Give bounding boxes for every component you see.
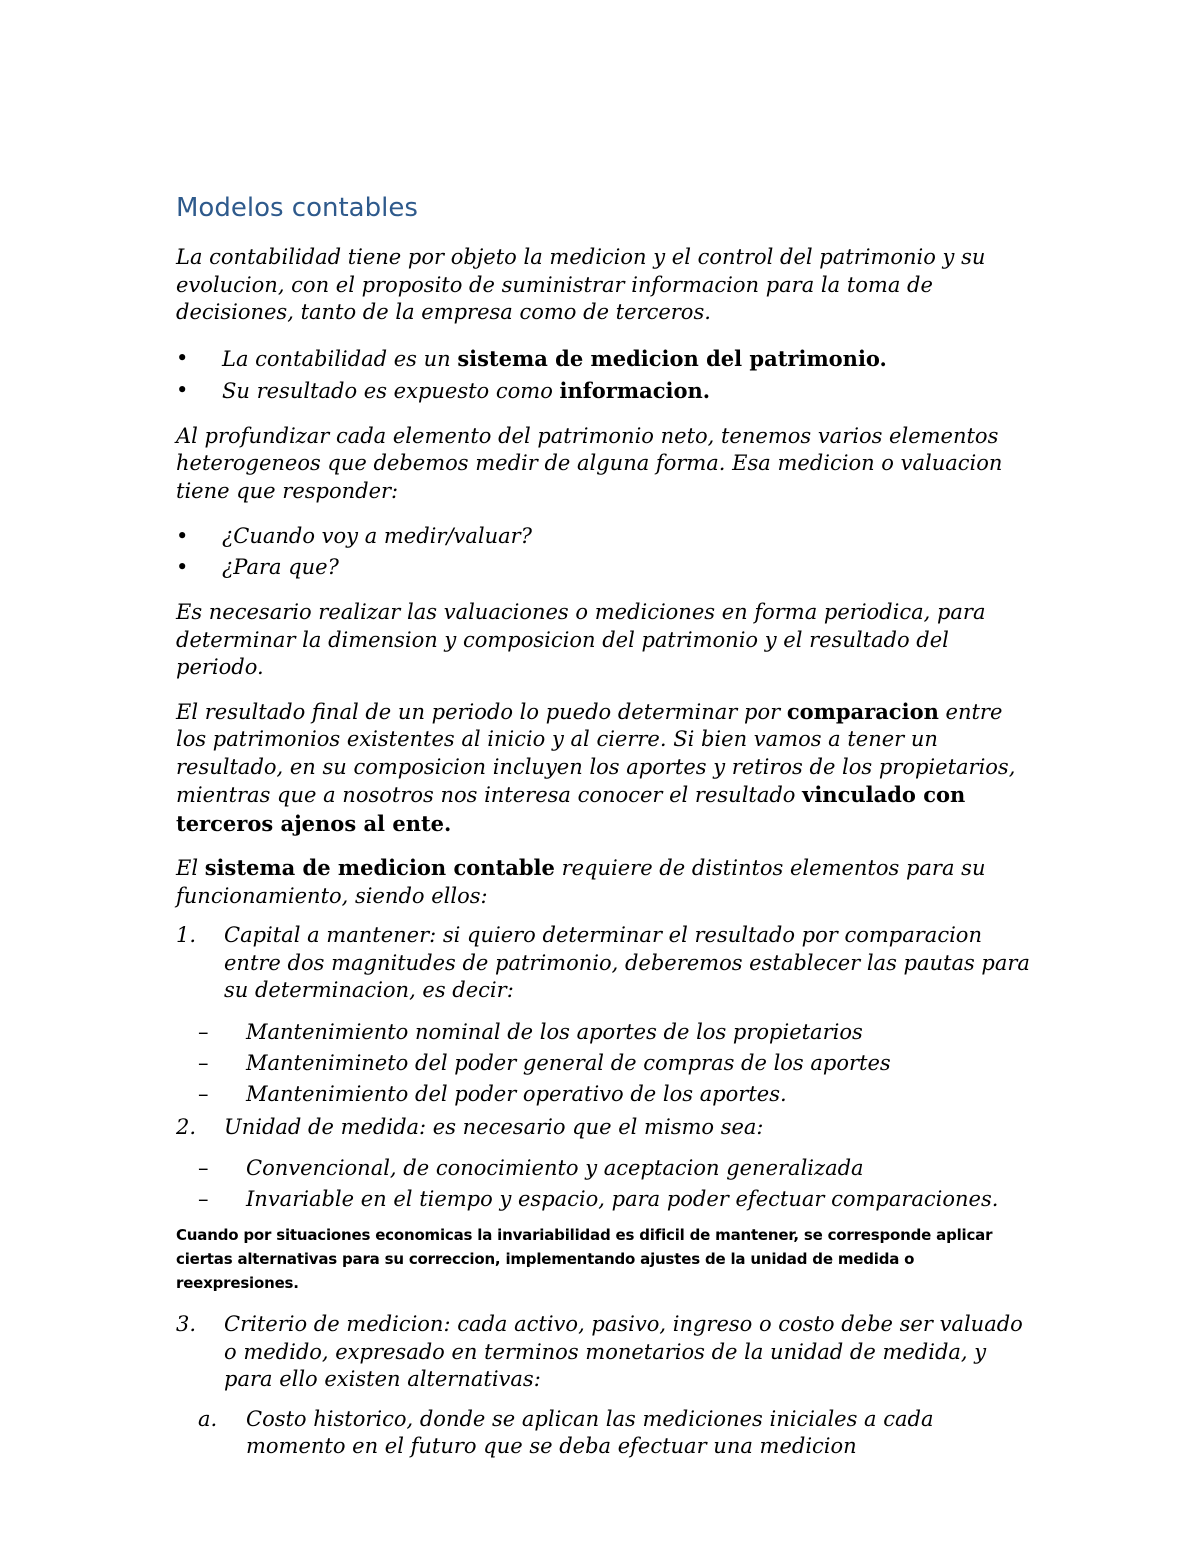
list-number: 2. [176,1114,197,1139]
dash-marker: – [198,1050,209,1075]
list-item: 1. Capital a mantener: si quiero determinar el resultado por comparacion entre dos magnitudes de patrimonio, deberemos establecer las pautas para su determinacion, es decir: – Mantenimiento nominal de los aportes de los propietarios – Mantenimineto del poder general de compras de los aportes – Mantenimiento del poder operativo de los aportes. [176,922,1036,1110]
list-item: – Mantenimiento nominal de los aportes de los propietarios [176,1017,1036,1048]
dash-marker: – [198,1019,209,1044]
dash-marker: – [198,1081,209,1106]
list-item: a. Costo historico, donde se aplican las mediciones iniciales a cada momento en el futuro que se deba efectuar una medicion [198,1406,934,1458]
list-item: • ¿Para que? [176,552,1036,583]
bullet-marker: • [176,524,189,548]
paragraph: Es necesario realizar las valuaciones o mediciones en forma periodica, para determinar la dimension y composicion del patrimonio y el resultado del periodo. [176,600,986,679]
list-item: 2. Unidad de medida: es necesario que el mismo sea: – Convencional, de conocimiento y aceptacion generalizada – Invariable en el tiempo y espacio, para poder efectuar comparaciones. [176,1114,1036,1216]
letter-marker: a. [198,1406,218,1431]
bullet-list-2 [176,521,1036,583]
list-number: 1. [176,923,197,947]
list-number: 3. [176,1312,197,1336]
bullet-marker: • [176,377,189,402]
page-title: Modelos contables [176,193,418,223]
list-item: – Mantenimineto del poder general de compras de los aportes [176,1048,1036,1079]
paragraph: El sistema de medicion contable requiere de distintos elementos para su funcionamiento, siendo ellos: [176,855,986,908]
bullet-marker: • [176,345,189,370]
sub-list [176,1017,1036,1110]
list-item: • ¿Cuando voy a medir/valuar? [176,521,1036,552]
list-item: • Su resultado es expuesto como informacion. [176,375,1036,407]
dash-marker: – [198,1187,209,1211]
bullet-list-1 [176,343,1036,407]
list-item: 3. Criterio de medicion: cada activo, pasivo, ingreso o costo debe ser valuado o medido, expresado en terminos monetarios de la unidad de medida, y para ello existen alternativas: a. Costo historico, donde se aplican las mediciones iniciales a cada momento en el futuro que se deba efectuar una medicion [176,1311,1036,1461]
note-paragraph: Cuando por situaciones economicas la invariabilidad es dificil de mantener, se corresponde aplicar ciertas alternativas para su correccion, implementando ajustes de la unidad de medida o reexpresiones. [176,1226,993,1292]
sub-list [176,1153,1036,1215]
sub-list [176,1406,1036,1461]
numbered-list-continued [176,1311,1036,1461]
document-page [176,190,1036,1473]
bullet-marker: • [176,555,189,579]
numbered-list [176,922,1036,1215]
intro-paragraph: La contabilidad tiene por objeto la medicion y el control del patrimonio y su evolucion, con el proposito de suministrar informacion para la toma de decisiones, tanto de la empresa como de terceros. [176,245,986,324]
list-item: – Convencional, de conocimiento y aceptacion generalizada [176,1153,1036,1184]
paragraph: El resultado final de un periodo lo puedo determinar por comparacion entre los patrimonios existentes al inicio y al cierre. Si bien vamos a tener un resultado, en su composicion incluyen los aportes y retiros de los propietarios, mientras que a nosotros nos interesa conocer el resultado vinculado con terceros ajenos al ente. [176,698,1016,836]
list-item: – Mantenimiento del poder operativo de los aportes. [176,1079,1036,1110]
paragraph: Al profundizar cada elemento del patrimonio neto, tenemos varios elementos heterogeneos que debemos medir de alguna forma. Esa medicion o valuacion tiene que responder: [176,423,1003,503]
list-item: • La contabilidad es un sistema de medicion del patrimonio. [176,343,1036,375]
dash-marker: – [198,1156,209,1180]
list-item: – Invariable en el tiempo y espacio, para poder efectuar comparaciones. [176,1184,1036,1215]
